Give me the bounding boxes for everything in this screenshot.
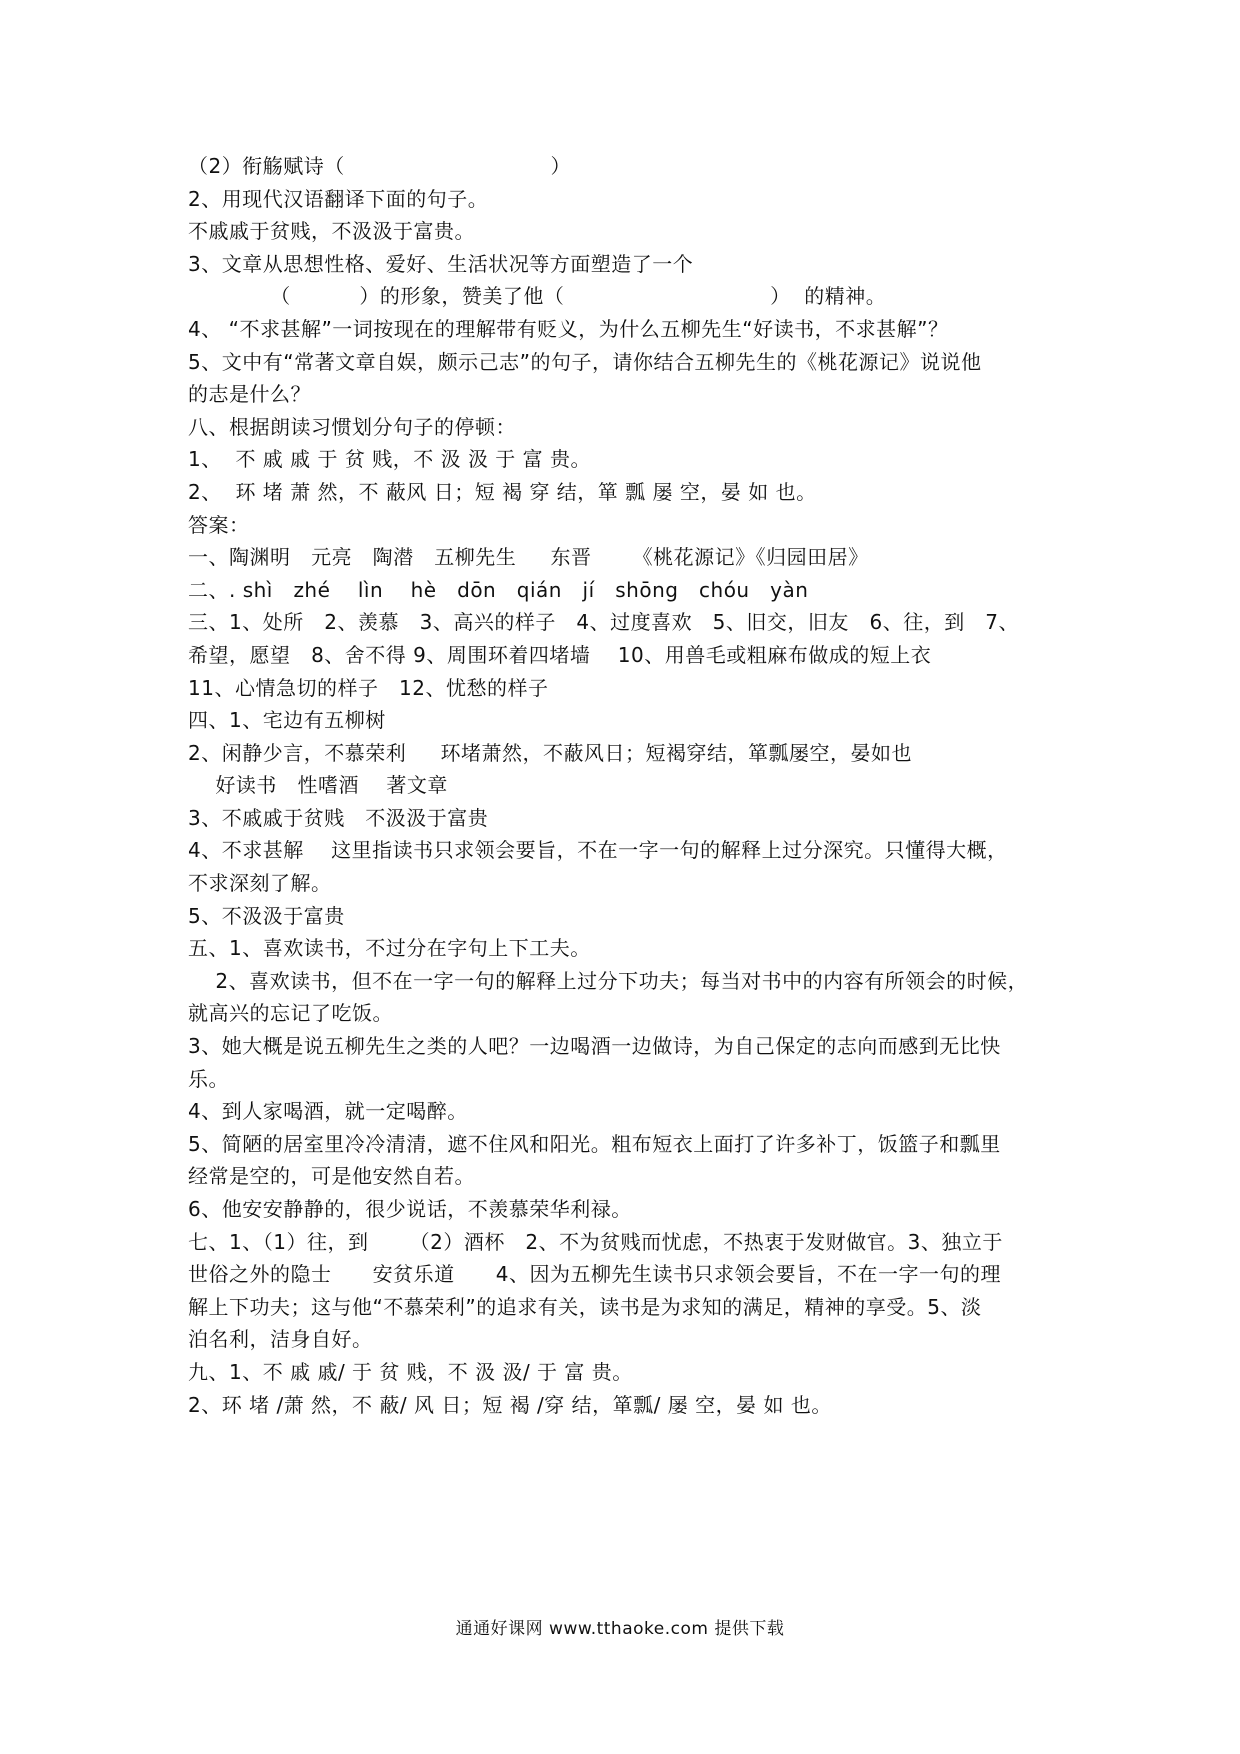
text-line: 七、1、（1）往，到 （2）酒杯 2、不为贫贱而忧虑，不热衷于发财做官。3、独立于 — [188, 1229, 1003, 1254]
text-line: 四、1、宅边有五柳树 — [188, 708, 386, 733]
text-line: 不求深刻了解。 — [188, 871, 332, 896]
page-footer: 通通好课网 www.tthaoke.com 提供下载 — [455, 1619, 785, 1639]
text-line: 泊名利，洁身自好。 — [188, 1327, 373, 1352]
text-line: 五、1、喜欢读书，不过分在字句上下工夫。 — [188, 936, 591, 961]
text-line: 5、不汲汲于富贵 — [188, 903, 345, 928]
section-heading: 八、根据朗读习惯划分句子的停顿： — [188, 414, 516, 439]
text-line: 4、不求甚解 这里指读书只求领会要旨，不在一字一句的解释上过分深究。只懂得大概， — [188, 838, 1008, 863]
answers-heading: 答案： — [188, 512, 250, 537]
text-line: 4、到人家喝酒，就一定喝醉。 — [188, 1099, 468, 1124]
text-line: 不戚戚于贫贱，不汲汲于富贵。 — [188, 219, 475, 244]
document-body — [188, 150, 1060, 1421]
text-line: 3、不戚戚于贫贱 不汲汲于富贵 — [188, 805, 489, 830]
text-line: 5、文中有“常著文章自娱，颇示己志”的句子，请你结合五柳先生的《桃花源记》说说他 — [188, 349, 982, 374]
text-line: 5、简陋的居室里冷冷清清，遮不住风和阳光。粗布短衣上面打了许多补丁，饭篮子和瓢里 — [188, 1131, 1001, 1156]
text-line: 解上下功夫；这与他“不慕荣利”的追求有关，读书是为求知的满足，精神的享受。5、淡 — [188, 1294, 982, 1319]
text-line: 2、闲静少言，不慕荣利 环堵萧然，不蔽风日；短褐穿结，箪瓢屡空，晏如也 — [188, 740, 913, 765]
text-line: 好读书 性嗜酒 著文章 — [188, 773, 448, 798]
text-line: 11、心情急切的样子 12、忧愁的样子 — [188, 675, 549, 700]
text-line: 希望，愿望 8、舍不得 9、周围环着四堵墙 10、用兽毛或粗麻布做成的短上衣 — [188, 642, 932, 667]
text-line: 3、她大概是说五柳先生之类的人吧？一边喝酒一边做诗，为自己保定的志向而感到无比快 — [188, 1034, 1001, 1059]
text-line: 2、环 堵 /萧 然，不 蔽/ 风 日；短 褐 /穿 结，箪瓢/ 屡 空，晏 如 也。 — [188, 1392, 832, 1417]
pinyin-line: 二、. shì zhé lìn hè dōn qián jí shōng chóu yàn — [188, 577, 809, 602]
text-line: 一、陶渊明 元亮 陶潜 五柳先生 东晋 《桃花源记》《归园田居》 — [188, 545, 869, 570]
text-line: 3、文章从思想性格、爱好、生活状况等方面塑造了一个 — [188, 251, 694, 276]
text-line: 乐。 — [188, 1066, 229, 1091]
text-line: 2、 环 堵 萧 然，不 蔽风 日；短 褐 穿 结，箪 瓢 屡 空，晏 如 也。 — [188, 479, 817, 504]
text-line: 就高兴的忘记了吃饭。 — [188, 1001, 393, 1026]
text-line: 4、 “不求甚解”一词按现在的理解带有贬义，为什么五柳先生“好读书，不求甚解”？ — [188, 316, 949, 341]
text-line: 世俗之外的隐士 安贫乐道 4、因为五柳先生读书只求领会要旨，不在一字一句的理 — [188, 1262, 1002, 1287]
text-line: 经常是空的，可是他安然自若。 — [188, 1164, 475, 1189]
text-line: （2）衔觞赋诗（ ） — [188, 154, 571, 178]
text-line: 1、 不 戚 戚 于 贫 贱，不 汲 汲 于 富 贵。 — [188, 447, 592, 472]
text-line: （ ）的形象，赞美了他（ ） 的精神。 — [188, 284, 887, 309]
text-line: 2、用现代汉语翻译下面的句子。 — [188, 186, 489, 211]
text-line: 6、他安安静静的，很少说话，不羡慕荣华利禄。 — [188, 1197, 632, 1221]
text-line: 的志是什么？ — [188, 382, 311, 407]
text-line: 三、1、处所 2、羡慕 3、高兴的样子 4、过度喜欢 5、旧交，旧友 6、往，到 7、 — [188, 610, 1020, 635]
text-line: 2、喜欢读书，但不在一字一句的解释上过分下功夫；每当对书中的内容有所领会的时候， — [188, 968, 1029, 993]
text-line: 九、1、不 戚 戚/ 于 贫 贱，不 汲 汲/ 于 富 贵。 — [188, 1359, 633, 1384]
